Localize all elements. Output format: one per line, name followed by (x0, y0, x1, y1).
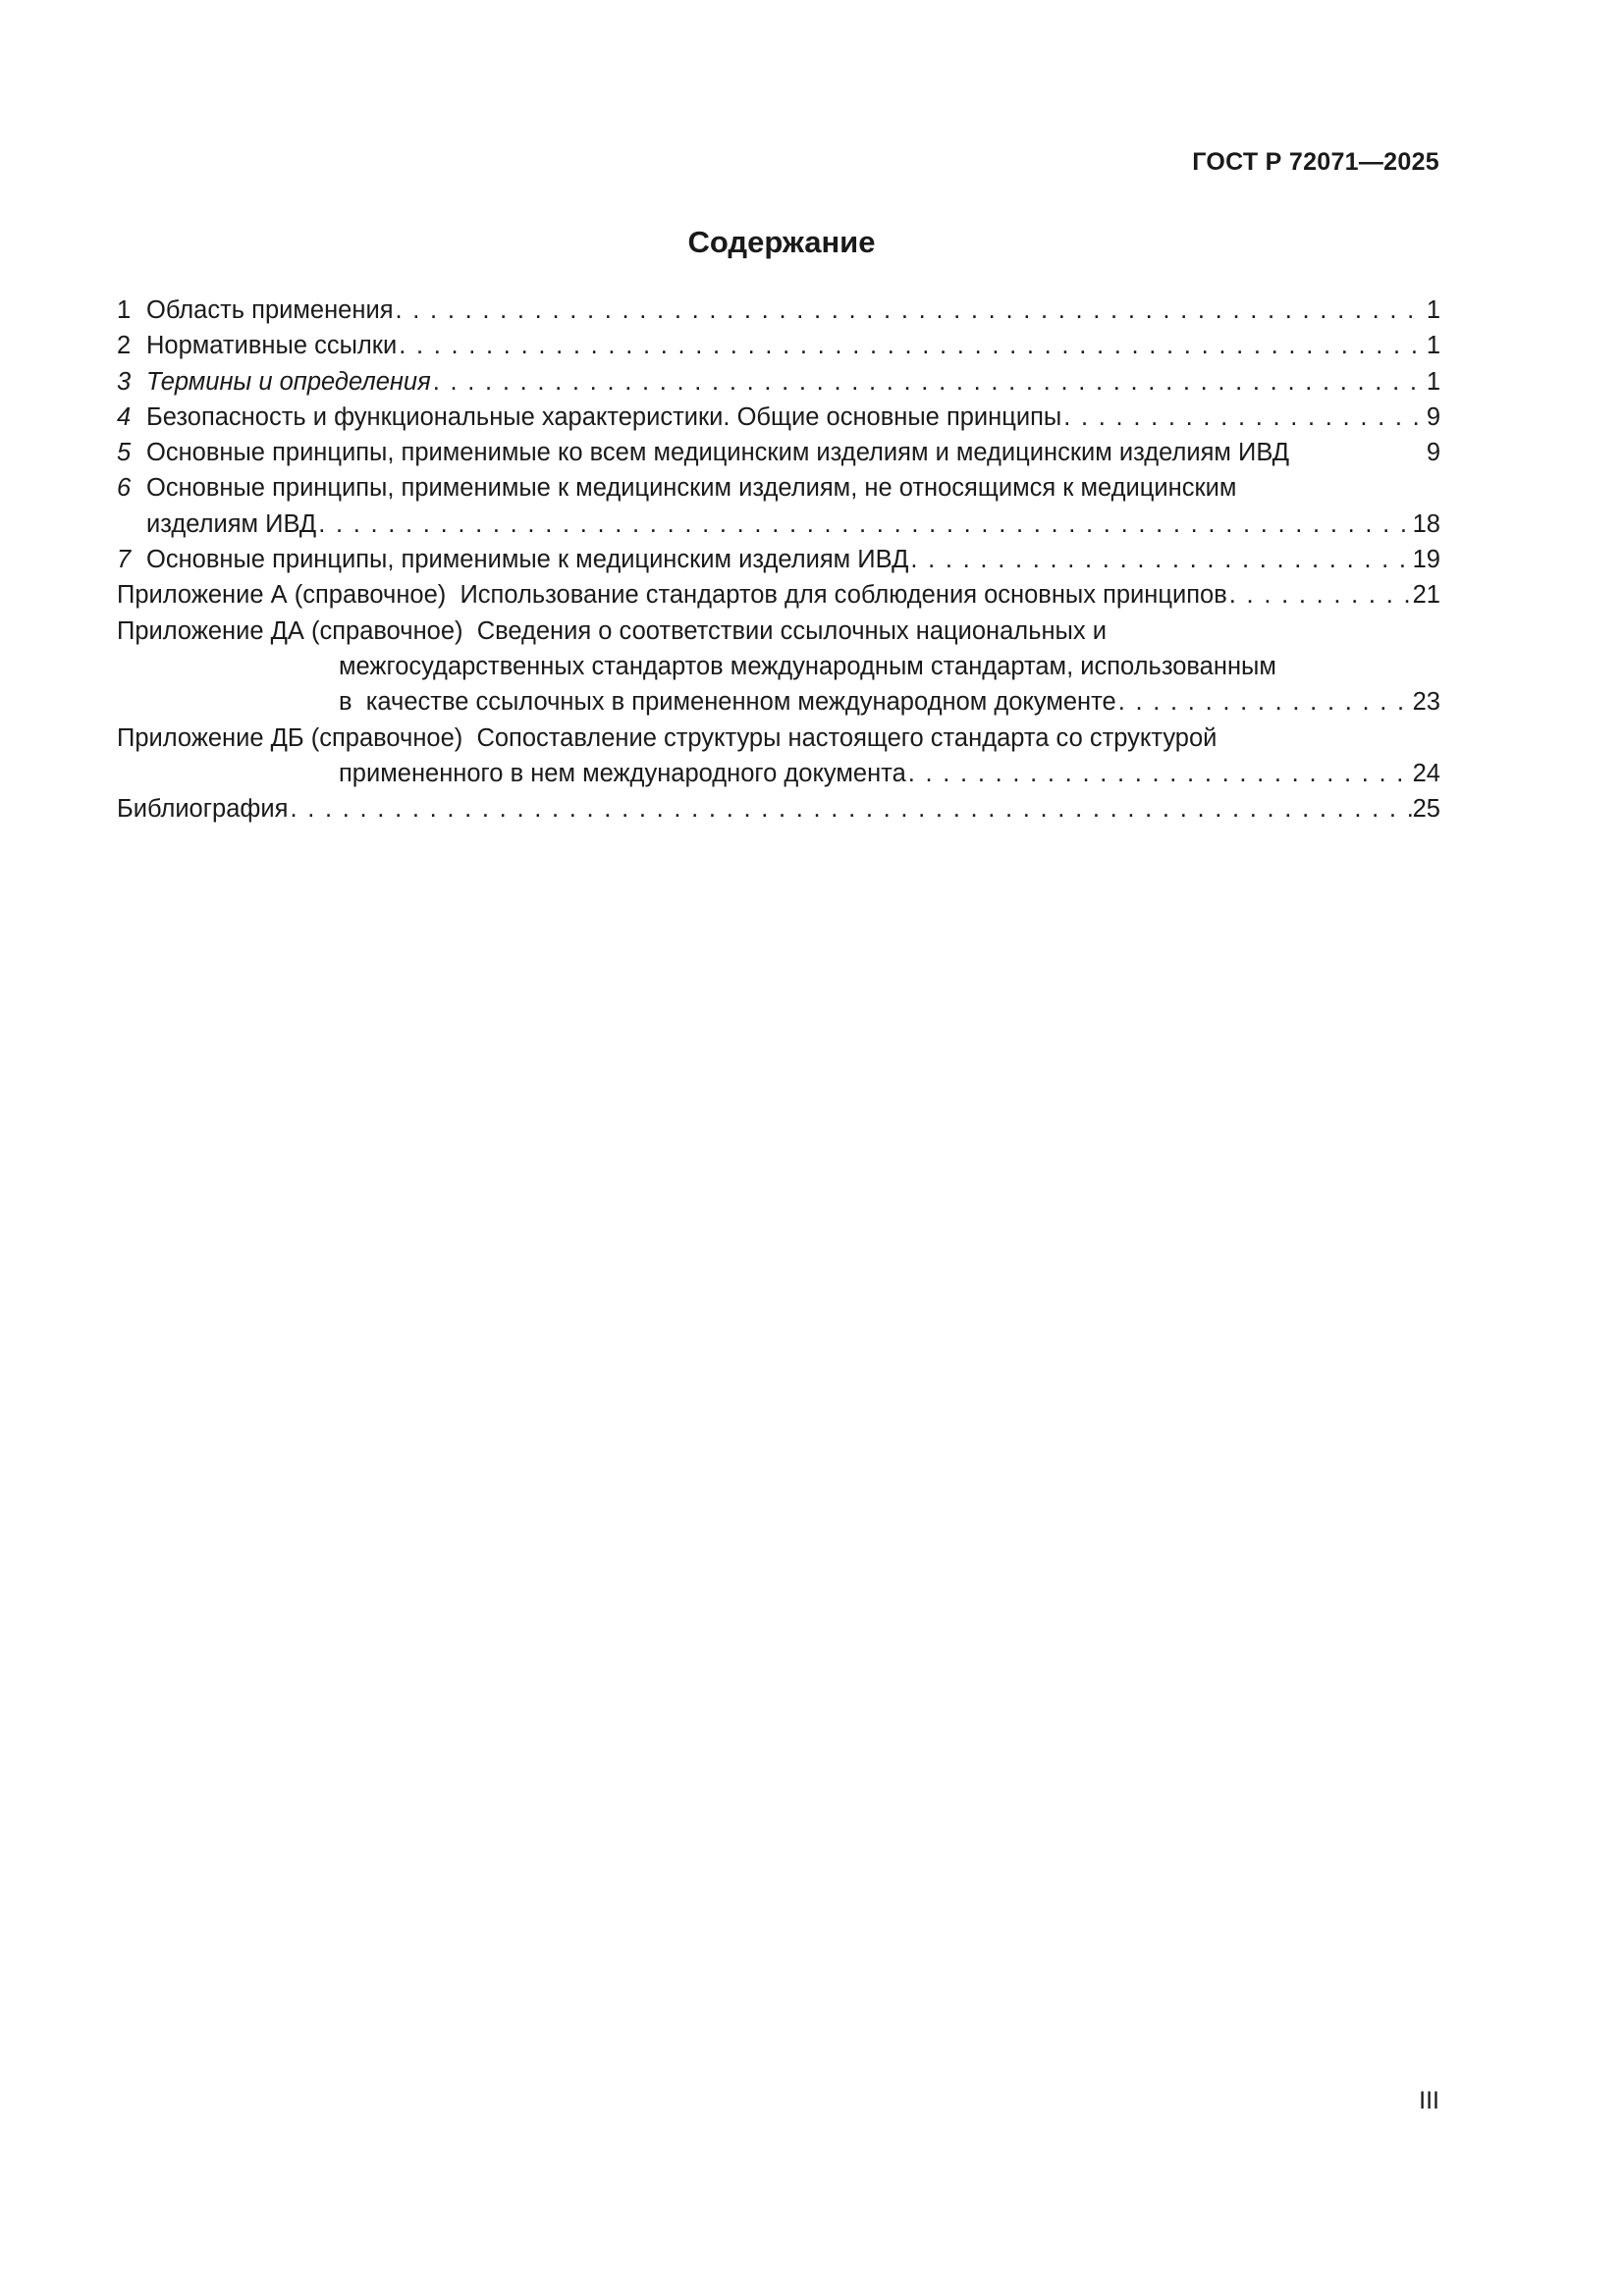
leader-dots (394, 293, 1427, 328)
appendix-title: Сопоставление структуры настоящего стандарта со структурой (476, 723, 1218, 752)
toc-entry-appendix[interactable] (117, 577, 1440, 613)
toc-entry[interactable] (117, 328, 1440, 363)
toc-entry-number: 1 (117, 296, 132, 324)
toc-entry-continuation[interactable] (117, 684, 1440, 720)
toc-entry-appendix[interactable] (117, 721, 1440, 756)
toc-entry-page: 19 (1412, 546, 1440, 574)
toc-entry[interactable] (117, 364, 1440, 400)
leader-dots (906, 756, 1413, 791)
toc-entry-page: 1 (1426, 332, 1440, 360)
toc-entry-title: Нормативные ссылки (146, 332, 398, 360)
toc-entry[interactable] (117, 400, 1440, 435)
leader-dots (316, 507, 1412, 542)
toc-entry-title: Область применения (146, 296, 394, 324)
toc-entry-title: Безопасность и функциональные характеристики. Общие основные принципы (146, 402, 1062, 431)
appendix-title-continued: в качестве ссылочных в примененном международном документе (339, 688, 1116, 717)
toc-entry[interactable] (117, 293, 1440, 328)
page-title: Содержание (687, 225, 876, 259)
toc-entry-continuation[interactable] (117, 756, 1440, 791)
toc-entry-continuation[interactable] (117, 507, 1440, 542)
leader-dots (1061, 400, 1427, 435)
appendix-label: Приложение ДА (справочное) (117, 616, 463, 645)
leader-dots (431, 364, 1427, 400)
appendix-title: Сведения о соответствии ссылочных национальных и (476, 616, 1107, 645)
toc-entry[interactable] (117, 435, 1440, 470)
leader-dots (1227, 577, 1413, 613)
toc-entry-title-continued: изделиям ИВД (146, 509, 317, 538)
toc-entry[interactable] (117, 542, 1440, 577)
page-number: III (1419, 2087, 1439, 2114)
toc-entry-page: 1 (1426, 367, 1440, 396)
toc-entry-page: 23 (1412, 688, 1440, 717)
toc-entry-bibliography[interactable] (117, 791, 1440, 827)
toc-entry-page: 9 (1426, 402, 1440, 431)
leader-dots (397, 328, 1427, 363)
toc-entry-page: 1 (1426, 296, 1440, 324)
toc-entry-page: 25 (1412, 795, 1440, 824)
toc-entry-title: Основные принципы, применимые ко всем медицинским изделиям и медицинским изделиям ИВД (146, 439, 1290, 467)
appendix-label: Приложение ДБ (справочное) (117, 723, 463, 752)
standard-code: ГОСТ Р 72071—2025 (1192, 148, 1439, 176)
toc-entry-number: 4 (117, 402, 132, 431)
appendix-title-continued: межгосударственных стандартов международным стандартам, использованным (339, 652, 1276, 680)
toc-entry-appendix[interactable] (117, 614, 1440, 649)
toc-entry-number: 3 (117, 367, 132, 396)
toc-entry-title: Термины и определения (146, 367, 431, 396)
toc-entry-page: 18 (1412, 509, 1440, 538)
toc-entry-continuation[interactable] (117, 649, 1440, 684)
toc-entry[interactable] (117, 470, 1440, 506)
toc-entry-page: 24 (1412, 759, 1440, 787)
toc-entry-number: 2 (117, 332, 132, 360)
appendix-title-continued: примененного в нем международного документа (339, 759, 906, 787)
toc-entry-title: Библиография (117, 795, 289, 824)
toc-entry-number: 7 (117, 546, 132, 574)
appendix-title: Использование стандартов для соблюдения основных принципов (460, 581, 1227, 610)
toc-entry-page: 9 (1426, 439, 1440, 467)
leader-dots (1116, 684, 1413, 720)
toc-entry-title: Основные принципы, применимые к медицинским изделиям ИВД (146, 546, 909, 574)
toc-entry-page: 21 (1412, 581, 1440, 610)
appendix-label: Приложение А (справочное) (117, 581, 447, 610)
toc-entry-number: 6 (117, 474, 132, 503)
leader-dots (908, 542, 1412, 577)
leader-dots (288, 791, 1412, 827)
table-of-contents (117, 293, 1440, 827)
toc-entry-number: 5 (117, 439, 132, 467)
toc-entry-title: Основные принципы, применимые к медицинским изделиям, не относящимся к медицинским (146, 474, 1237, 503)
